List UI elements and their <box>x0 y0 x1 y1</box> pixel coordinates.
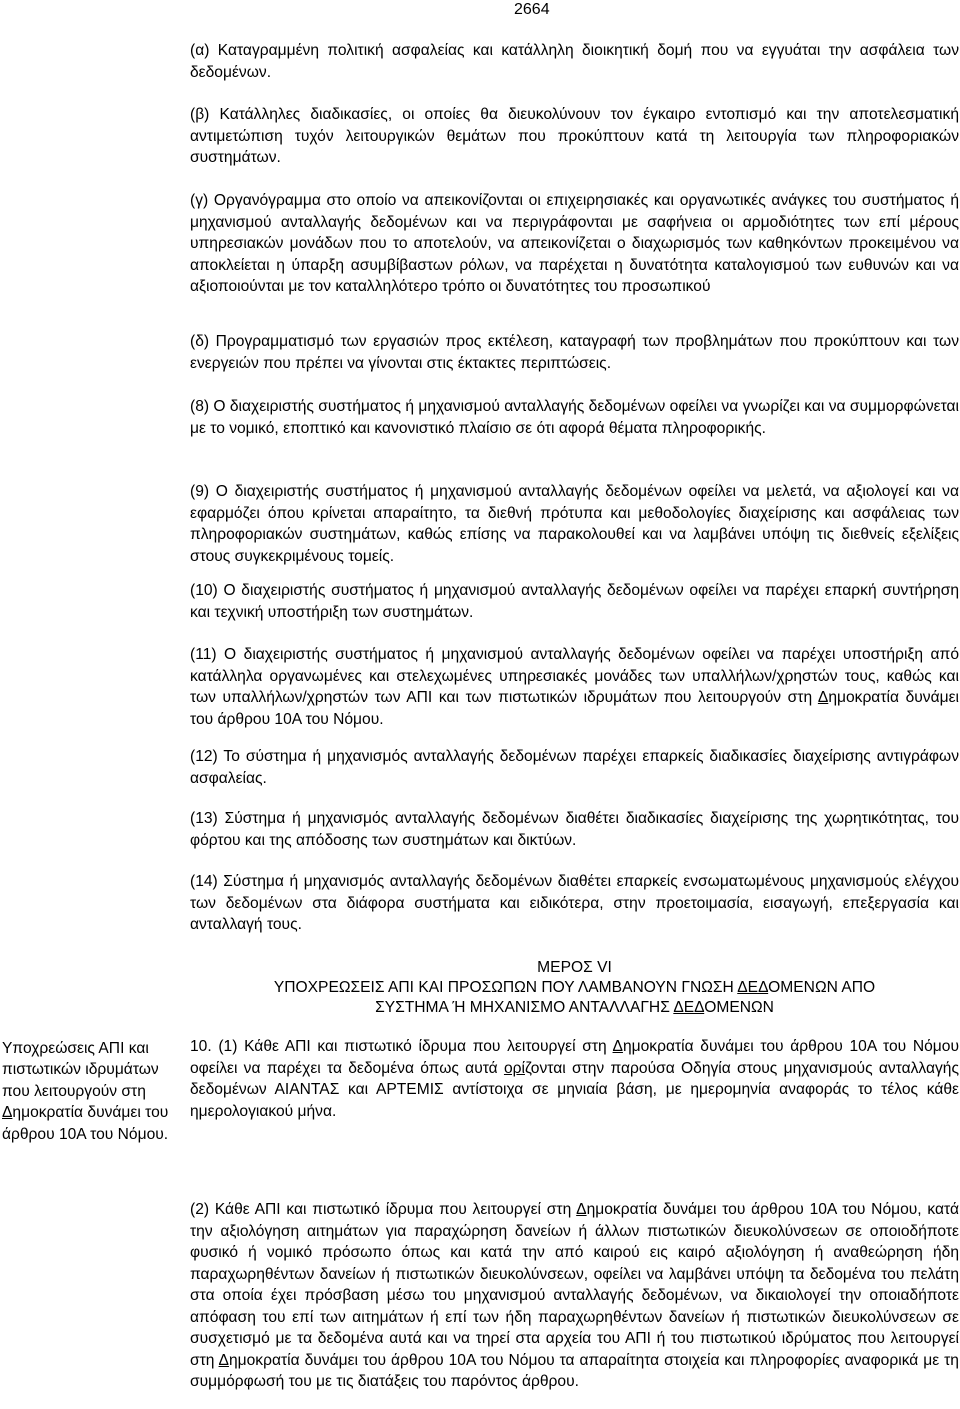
part-heading-line-3-start: ΣΥΣΤΗΜΑ Ή ΜΗΧΑΝΙΣΜΟ ΑΝΤΑΛΛΑΓΗΣ <box>375 999 674 1016</box>
paragraph-10 <box>190 580 959 623</box>
paragraph-12 <box>190 746 959 789</box>
paragraph-a-text: (α) Καταγραμμένη πολιτική ασφαλείας και κατάλληλη διοικητική δομή που να εγγυάται την ασφάλεια των δεδομένων. <box>190 42 959 81</box>
part-heading-line-2-start: ΥΠΟΧΡΕΩΣΕΙΣ ΑΠΙ ΚΑΙ ΠΡΟΣΩΠΩΝ ΠΟΥ ΛΑΜΒΑΝΟΥΝ ΓΝΩΣΗ <box>273 979 738 996</box>
paragraph-11-text <box>190 644 959 730</box>
section-10-p1-end: ζονται στην παρούσα Οδηγία στους μηχανισμούς ανταλλαγής δεδομένων ΑΙΑΝΤΑΣ και ΑΡΤΕΜΙΣ αντίστοιχα σε μηνιαία βάση, με ημερομηνία αναφοράς το τέλος κάθε ημερολογιακού μήνα. <box>190 1059 959 1120</box>
paragraph-9 <box>190 481 959 567</box>
paragraph-11 <box>190 644 959 730</box>
paragraph-8 <box>190 396 959 439</box>
paragraph-9-text: (9) Ο διαχειριστής συστήματος ή μηχανισμού ανταλλαγής δεδομένων οφείλει να μελετά, να αξιολογεί και να εφαρμόζει όπου κρίνεται απαραίτητο, τα διεθνή πρότυπα και μεθοδολογίες διαχείρισης και ασφάλειας των πληροφοριακών συστημάτων, καθώς επίσης να παρακολουθεί και να λαμβάνει υπόψη τις διεθνείς εξελίξεις στους συγκεκριμένους τομείς. <box>190 483 959 565</box>
margin-note-start: Υποχρεώσεις ΑΠΙ και πιστωτικών ιδρυμάτων που λειτουργούν στη <box>2 1040 159 1100</box>
part-heading-line-3 <box>190 998 959 1018</box>
paragraph-11-end: ημοκρατία δυνάμει του άρθρου 10Α του Νόμου. <box>190 689 959 728</box>
paragraph-14 <box>190 871 959 936</box>
paragraph-11-start: (11) Ο διαχειριστής συστήματος ή μηχανισμού ανταλλαγής δεδομένων οφείλει να παρέχει υποστήριξη από κατάλληλα οργανωμένες και στελεχωμένες υπηρεσιακές μονάδες των υπαλλήλων/χρηστών τους, καθώς και των υπαλλήλων/χρηστών των ΑΠΙ και των πιστωτικών ιδρυμάτων που λειτουργούν στη <box>190 646 959 706</box>
section-10-p1-underlined-2: ορί <box>503 1059 525 1077</box>
paragraph-12-text: (12) Το σύστημα ή μηχανισμός ανταλλαγής δεδομένων παρέχει επαρκείς διαδικασίες διαχείρισης αντιγράφων ασφαλείας. <box>190 748 959 787</box>
part-heading <box>190 958 959 1018</box>
paragraph-13-text: (13) Σύστημα ή μηχανισμός ανταλλαγής δεδομένων διαθέτει διαδικασίες διαχείρισης της χωρητικότητας, του φόρτου και της απόδοσης των συστημάτων και δικτύων. <box>190 810 959 849</box>
paragraph-a <box>190 40 959 83</box>
paragraph-13 <box>190 808 959 851</box>
paragraph-d <box>190 331 959 374</box>
section-10-paragraph-1-text <box>190 1036 959 1122</box>
paragraph-10-text: (10) Ο διαχειριστής συστήματος ή μηχανισμού ανταλλαγής δεδομένων οφείλει να παρέχει επαρκή συντήρηση και τεχνική υποστήριξη των συστημάτων. <box>190 582 959 621</box>
part-heading-line-2-underlined: ΔΕΔ <box>737 979 769 996</box>
section-10-paragraph-2-text <box>190 1199 959 1393</box>
margin-note <box>2 1038 172 1145</box>
paragraph-8-text: (8) Ο διαχειριστής συστήματος ή μηχανισμού ανταλλαγής δεδομένων οφείλει να γνωρίζει και να συμμορφώνεται με το νομικό, εποπτικό και κανονιστικό πλαίσιο σε ότι αφορά θέματα πληροφορικής. <box>190 398 959 437</box>
section-10-paragraph-2 <box>190 1199 959 1393</box>
section-10-p2-underlined-1: Δ <box>576 1201 587 1218</box>
part-heading-line-1: ΜΕΡΟΣ VI <box>537 959 612 976</box>
margin-note-end: ημοκρατία δυνάμει του άρθρου 10Α του Νόμου. <box>2 1104 169 1143</box>
paragraph-b-text: (β) Κατάλληλες διαδικασίες, οι οποίες θα διευκολύνουν τον έγκαιρο εντοπισμό και την αποτελεσματική αντιμετώπιση τυχόν λειτουργικών θεμάτων που προκύπτουν κατά τη λειτουργία των πληροφοριακών συστημάτων. <box>190 106 959 166</box>
section-10-p2-start: (2) Κάθε ΑΠΙ και πιστωτικό ίδρυμα που λειτουργεί στη <box>190 1201 577 1218</box>
section-10-p1-start: 10. (1) Κάθε ΑΠΙ και πιστωτικό ίδρυμα που λειτουργεί στη <box>190 1038 613 1055</box>
section-10-p2-mid: ημοκρατία δυνάμει του άρθρου 10Α του Νόμου, κατά την αξιολόγηση αιτημάτων για παραχώρηση δανείων ή άλλων πιστωτικών διευκολύνσεων σε οποιοδήποτε φυσικό ή νομικό πρόσωπο όπως και κατά την από καιρού εις καιρό αξιολόγηση ή αναθεώρηση ήδη παραχωρηθέντων δανείων ή πιστωτικών διευκολύνσεων, οφείλει να λαμβάνει υπόψη τα δεδομένα του πελάτη στα οποία έχει πρόσβαση μέσω του μηχανισμού ανταλλαγής δεδομένων, να δικαιολογεί την οποιαδήποτε απόφαση του επί των αιτημάτων ή επί των ήδη παραχωρηθέντων δανείων ή πιστωτικών διευκολύνσεων σε συσχετισμό με τα δεδομένα αυτά και να τηρεί στα αρχεία του ΑΠΙ ή του πιστωτικού ιδρύματος που λειτουργεί στη <box>190 1201 959 1369</box>
paragraph-11-underlined: Δ <box>817 689 829 706</box>
part-heading-line-3-underlined: ΔΕΔ <box>673 999 705 1016</box>
paragraph-c-text: (γ) Οργανόγραμμα στο οποίο να απεικονίζονται οι επιχειρησιακές και οργανωτικές ανάγκες του συστήματος ή μηχανισμού ανταλλαγής δεδομένων και να περιγράφονται με σαφήνεια οι αρμοδιότητες των επί μέρους υπηρεσιακών μονάδων που το αποτελούν, να απεικονίζεται ο διαχωρισμός των καθηκόντων προκειμένου να αποκλείεται η ύπαρξη ασυμβίβαστων ρόλων, να παρέχεται η δυνατότητα καταλογισμού των ευθυνών και να αξιοποιούνται με τον καταλληλότερο τρόπο οι δυνατότητες του προσωπικού <box>190 192 959 295</box>
section-10-p2-end: ημοκρατία δυνάμει του άρθρου 10Α του Νόμου τα απαραίτητα στοιχεία και πληροφορίες αναφορικά με τη συμμόρφωσή του με τις διατάξεις του παρόντος άρθρου. <box>190 1351 959 1390</box>
part-heading-line-3-end: ΟΜΕΝΩΝ <box>704 999 774 1016</box>
section-10-p1-underlined-1: Δ <box>612 1038 623 1055</box>
page-number: 2664 <box>514 1 550 18</box>
paragraph-b <box>190 104 959 169</box>
section-10-paragraph-1 <box>190 1036 959 1122</box>
part-heading-line-2-end: ΟΜΕΝΩΝ ΑΠΟ <box>768 979 876 996</box>
paragraph-c <box>190 190 959 298</box>
section-10-p1-mid: ημοκρατία δυνάμει του άρθρου 10Α του Νόμου οφείλει να παρέχει τα δεδομένα όπως αυτά <box>190 1038 959 1077</box>
part-heading-line-2 <box>190 978 959 998</box>
section-10-p2-underlined-2: Δ <box>218 1351 229 1369</box>
margin-note-underlined: Δ <box>2 1104 13 1122</box>
paragraph-14-text: (14) Σύστημα ή μηχανισμός ανταλλαγής δεδομένων διαθέτει επαρκείς ενσωματωμένους μηχανισμούς ελέγχου των δεδομένων στα διάφορα συστήματα και ειδικότερα, στην προετοιμασία, εισαγωγή, επεξεργασία και ανταλλαγή τους. <box>190 873 959 933</box>
paragraph-d-text: (δ) Προγραμματισμό των εργασιών προς εκτέλεση, καταγραφή των προβλημάτων που προκύπτουν και των ενεργειών που πρέπει να γίνονται στις έκτακτες περιπτώσεις. <box>190 333 959 372</box>
